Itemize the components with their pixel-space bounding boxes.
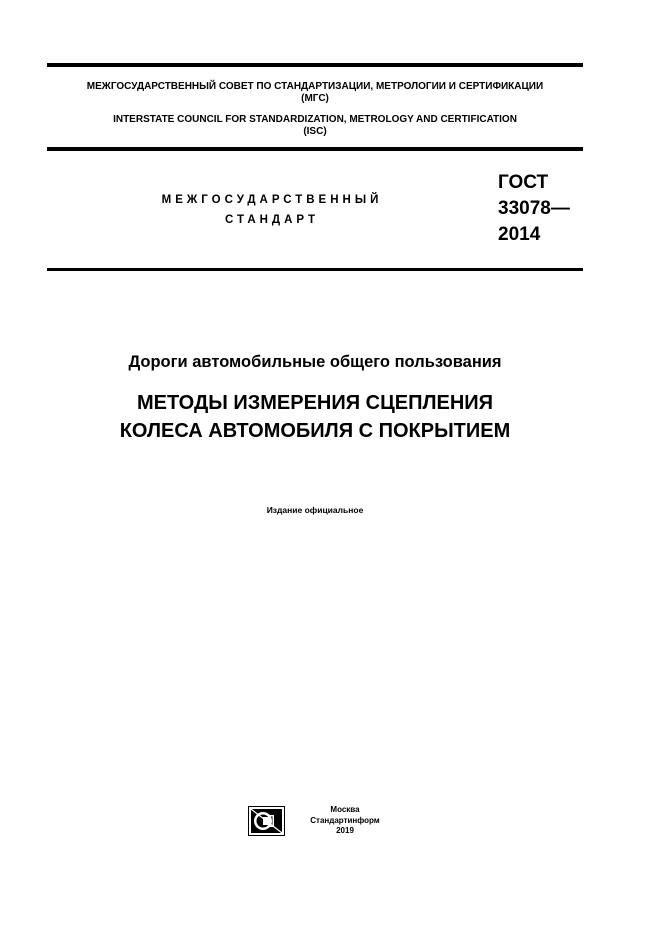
designation-prefix: ГОСТ [498, 172, 549, 193]
standartinform-logo-icon [248, 806, 285, 836]
standard-designation [498, 170, 570, 248]
council-en-abbr: (ISC) [303, 126, 327, 137]
imprint-publisher: Стандартинформ [310, 815, 380, 825]
designation-number: 33078— [498, 198, 570, 219]
document-title [47, 389, 583, 445]
document-subtitle: Дороги автомобильные общего пользования [128, 353, 502, 371]
standard-type-line2: СТАНДАРТ [225, 214, 319, 226]
bottom-rule [47, 268, 583, 271]
imprint-city: Москва [330, 805, 360, 814]
designation-year: 2014 [498, 224, 541, 245]
council-en-line1: INTERSTATE COUNCIL FOR STANDARDIZATION, METROLOGY AND CERTIFICATION [113, 114, 517, 125]
edition-note: Издание официальное [266, 505, 364, 515]
standard-type-line1: МЕЖГОСУДАРСТВЕННЫЙ [161, 194, 383, 206]
publisher-imprint [293, 805, 397, 837]
document-title-line2: КОЛЕСА АВТОМОБИЛЯ С ПОКРЫТИЕМ [119, 420, 511, 442]
top-rule [47, 63, 583, 67]
council-name-ru [47, 81, 583, 105]
document-title-line1: МЕТОДЫ ИЗМЕРЕНИЯ СЦЕПЛЕНИЯ [136, 392, 494, 414]
council-ru-abbr: (МГС) [301, 93, 329, 104]
standard-type-label [140, 190, 404, 230]
council-name-en [47, 114, 583, 138]
imprint-year: 2019 [336, 826, 354, 835]
middle-rule [47, 147, 583, 151]
council-ru-line1: МЕЖГОСУДАРСТВЕННЫЙ СОВЕТ ПО СТАНДАРТИЗАЦИИ, МЕТРОЛОГИИ И СЕРТИФИКАЦИИ [86, 81, 544, 92]
